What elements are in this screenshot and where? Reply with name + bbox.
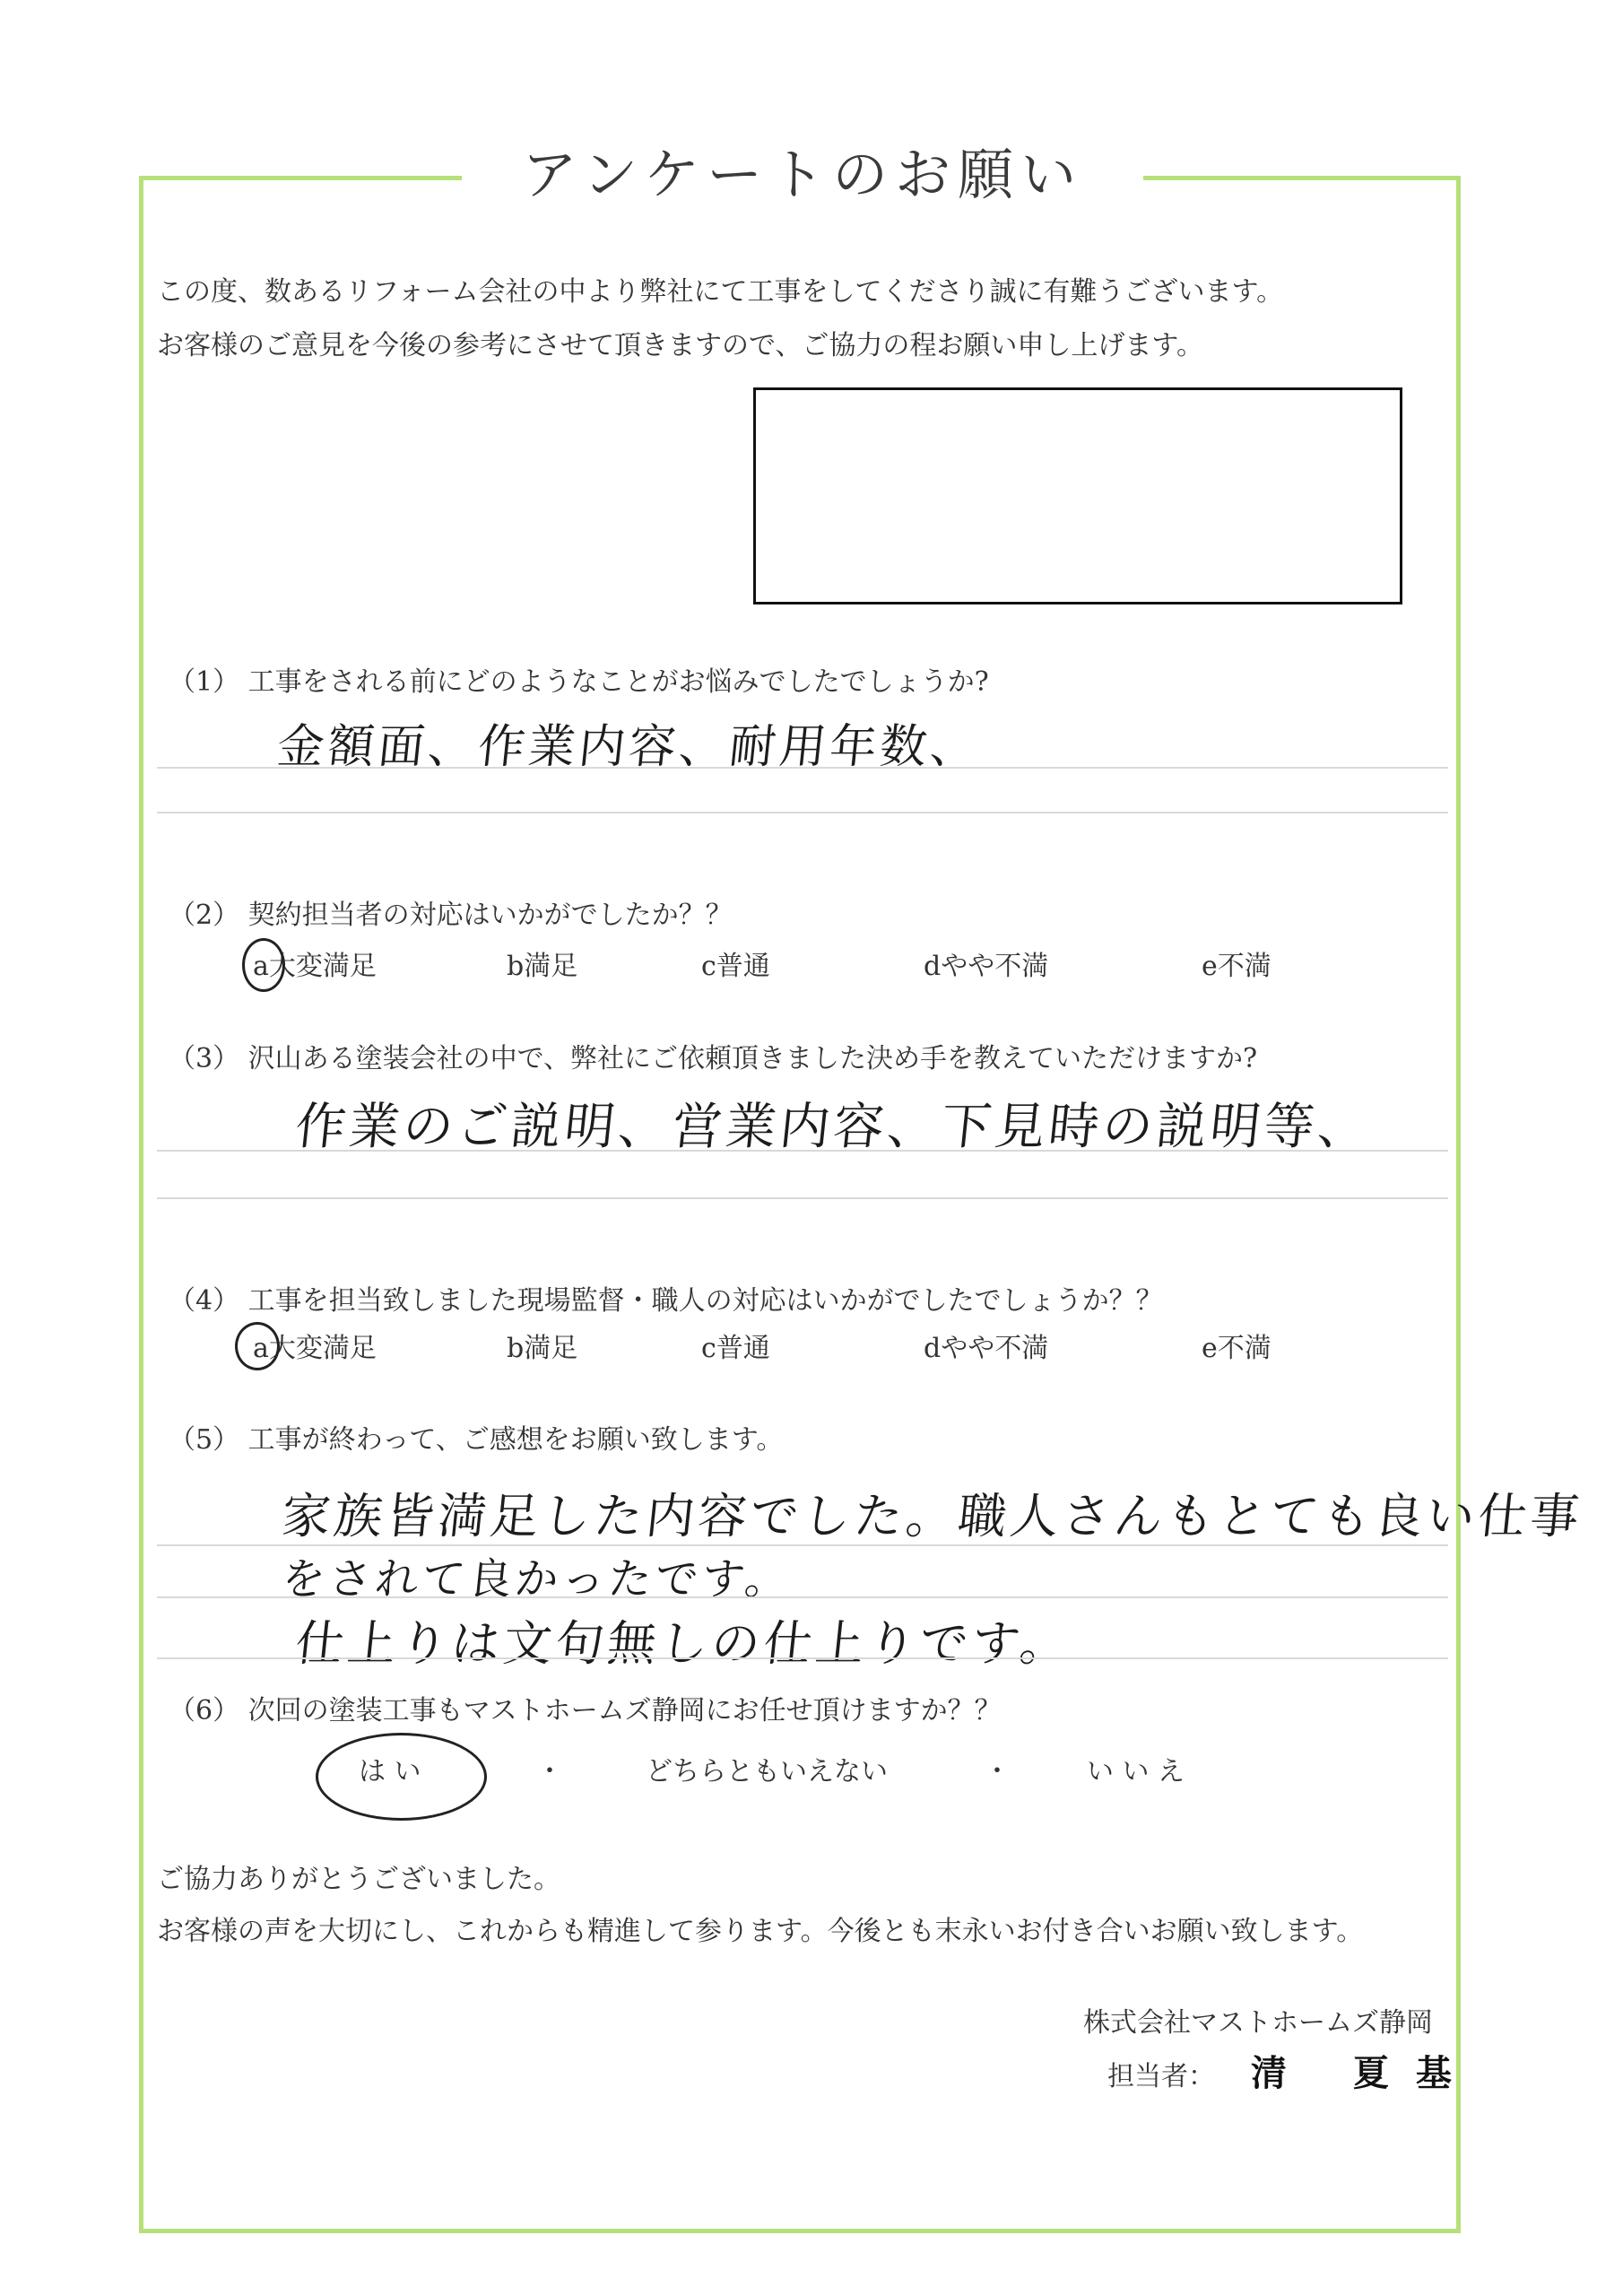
q3-label: （3） 沢山ある塗装会社の中で、弊社にご依頼頂きました決め手を教えていただけますか? [169,1043,1258,1074]
q2-label: （2） 契約担当者の対応はいかがでしたか？？ [169,900,733,931]
q1-rule-1 [157,767,1448,769]
q1-answer: 金額面、作業内容、耐用年数、 [274,720,984,774]
staff-name: 清 夏基 [1251,2053,1479,2094]
redacted-box [753,387,1402,604]
q5-rule-1 [157,1544,1448,1546]
q2-selection-circle [242,938,285,992]
q2-option-c[interactable]: c普通 [701,951,770,982]
q6-label: （6） 次回の塗装工事もマストホームズ静岡にお任せ頂けますか？？ [169,1695,1002,1726]
q1-label: （1） 工事をされる前にどのようなことがお悩みでしたでしょうか? [169,666,989,698]
q1-rule-2 [157,812,1448,813]
q6-separator-2: ・ [984,1756,1011,1787]
q6-separator-1: ・ [536,1756,563,1787]
q6-option-neither[interactable]: どちらともいえない [646,1756,888,1787]
q4-label: （4） 工事を担当致しました現場監督・職人の対応はいかがでしたでしょうか？？ [169,1285,1163,1317]
q5-label: （5） 工事が終わって、ご感想をお願い致します。 [169,1424,784,1456]
q3-rule-2 [157,1197,1448,1199]
q4-option-c[interactable]: c普通 [701,1333,770,1364]
closing-line-2: お客様の声を大切にし、これからも精進して参ります。今後とも末永いお付き合いお願い致します。 [157,1916,1364,1947]
q2-option-b[interactable]: b満足 [507,951,578,982]
q4-selection-circle [235,1322,280,1370]
staff-label: 担当者： [1107,2061,1215,2092]
company-name: 株式会社マストホームズ静岡 [1083,2007,1433,2039]
q6-option-yes[interactable]: は い [359,1756,421,1787]
q4-option-d[interactable]: dやや不満 [924,1333,1049,1364]
q5-rule-2 [157,1596,1448,1598]
q6-selection-circle [316,1733,487,1821]
q4-option-a[interactable]: a大変満足 [253,1333,377,1364]
q3-answer: 作業のご説明、営業内容、下見時の説明等、 [292,1098,1375,1156]
q4-option-b[interactable]: b満足 [507,1333,578,1364]
q2-option-a[interactable]: a大変満足 [253,951,377,982]
intro-line-2: お客様のご意見を今後の参考にさせて頂きますので、ご協力の程お願い申し上げます。 [157,330,1203,361]
intro-line-1: この度、数あるリフォーム会社の中より弊社にて工事をしてくださり誠に有難うございます。 [157,276,1284,308]
q5-rule-3 [157,1657,1448,1659]
survey-title: アンケートのお願い [462,135,1143,215]
q5-answer-line-3: 仕上りは文句無しの仕上りです。 [292,1615,1075,1672]
q3-rule-1 [157,1150,1448,1152]
q6-option-no[interactable]: い い え [1087,1756,1185,1787]
q5-answer-line-2: をされて良かったです。 [279,1554,794,1605]
q5-answer-line-1: 家族皆満足した内容でした。職人さんもとても良い仕事 [279,1488,1585,1544]
q2-option-d[interactable]: dやや不満 [924,951,1049,982]
q4-option-e[interactable]: e不満 [1202,1333,1271,1364]
q2-option-e[interactable]: e不満 [1202,951,1271,982]
closing-line-1: ご協力ありがとうございました。 [157,1864,560,1895]
